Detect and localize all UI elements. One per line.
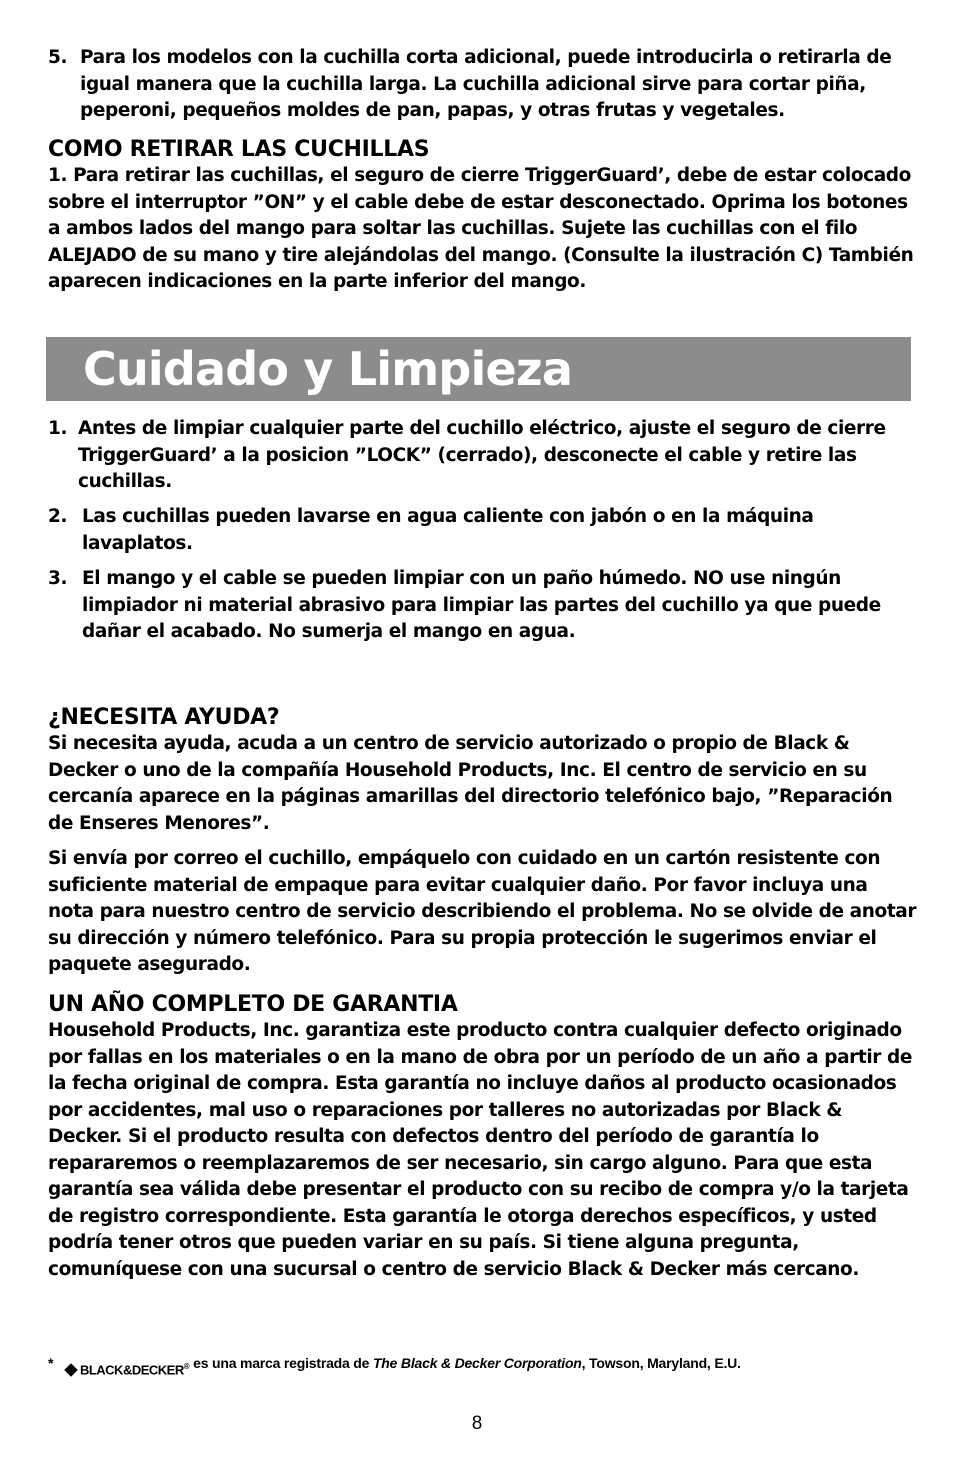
- intro-item-text: Para los modelos con la cuchilla corta adicional, puede introducirla o retirarla de igual manera que la cuchilla larga. La cuchilla adicional sirve para cortar piña, peperoni, pequeños moldes de pan, papas, y otras frutas y vegetales.: [80, 47, 892, 121]
- care-item-3: [48, 566, 913, 646]
- trademark-footnote: [48, 1353, 741, 1378]
- logo-text: BLACK&DECKER: [79, 1362, 184, 1378]
- warranty-section: [48, 992, 918, 1283]
- warranty-heading: UN AÑO COMPLETO DE GARANTIA: [48, 992, 458, 1017]
- registered-mark: ®: [183, 1362, 190, 1372]
- black-decker-hexagon-logo-icon: [65, 1357, 190, 1378]
- care-item-number: 3.: [48, 568, 68, 589]
- help-paragraph-2: Si envía por correo el cuchillo, empáquelo con cuidado en un cartón resistente con suficiente material de empaque para evitar cualquier daño. Por favor incluya una nota para nuestro centro de servicio describiendo el problema. No se olvide de anotar su dirección y número telefónico. Para su propia protección le sugerimos enviar el paquete asegurado.: [48, 848, 917, 975]
- footnote-text-before: es una marca registrada de: [189, 1355, 373, 1371]
- page-number: 8: [471, 1413, 483, 1434]
- care-item-2: [48, 504, 913, 557]
- care-banner-title: Cuidado y Limpieza: [83, 342, 573, 396]
- care-item-text: Antes de limpiar cualquier parte del cuchillo eléctrico, ajuste el seguro de cierre TriggerGuard’ a la posicion ”LOCK” (cerrado), desconecte el cable y retire las cuchillas.: [78, 418, 886, 492]
- footnote-asterisk: *: [48, 1355, 54, 1371]
- care-banner: [46, 337, 911, 401]
- help-section: [48, 705, 918, 979]
- care-item-1: [48, 416, 913, 496]
- care-item-text: El mango y el cable se pueden limpiar con un paño húmedo. NO use ningún limpiador ni material abrasivo para limpiar las partes del cuchillo ya que puede dañar el acabado. No sumerja el mango en agua.: [82, 568, 881, 642]
- remove-blades-heading: COMO RETIRAR LAS CUCHILLAS: [48, 137, 430, 162]
- care-item-number: 2.: [48, 506, 68, 527]
- help-heading: ¿NECESITA AYUDA?: [48, 705, 280, 730]
- care-item-text: Las cuchillas pueden lavarse en agua caliente con jabón o en la máquina lavaplatos.: [82, 506, 814, 554]
- footnote-text-after: , Towson, Maryland, E.U.: [581, 1355, 741, 1371]
- intro-list-item: [48, 45, 913, 125]
- remove-blades-section: [48, 137, 918, 296]
- help-paragraph-1: Si necesita ayuda, acuda a un centro de servicio autorizado o propio de Black & Decker o uno de la compañía Household Products, Inc. El centro de servicio en su cercanía aparece en la páginas amarillas del directorio telefónico bajo, ”Reparación de Enseres Menores”.: [48, 733, 893, 834]
- care-item-number: 1.: [48, 418, 68, 439]
- warranty-text: Household Products, Inc. garantiza este producto contra cualquier defecto originado por fallas en los materiales o en la mano de obra por un período de un año a partir de la fecha original de compra. Esta garantía no incluye daños al producto ocasionados por accidentes, mal uso o reparaciones por talleres no autorizadas por Black & Decker. Si el producto resulta con defectos dentro del período de garantía lo repararemos o reemplazaremos de ser necesario, sin cargo alguno. Para que esta garantía sea válida debe presentar el producto con su recibo de compra y/o la tarjeta de registro correspondiente. Esta garantía le otorga derechos específicos, y usted podría tener otros que pueden variar en su país. Si tiene alguna pregunta, comuníquese con una sucursal o centro de servicio Black & Decker más cercano.: [48, 1020, 913, 1280]
- remove-blades-text: 1. Para retirar las cuchillas, el seguro de cierre TriggerGuard’, debe de estar colocado sobre el interruptor ”ON” y el cable debe de estar desconectado. Oprima los botones a ambos lados del mango para soltar las cuchillas. Sujete las cuchillas con el filo ALEJADO de su mano y tire alejándolas del mango. (Consulte la ilustración C) También aparecen indicaciones en la parte inferior del mango.: [48, 165, 914, 292]
- intro-item-number: 5.: [48, 47, 68, 68]
- footnote-corporation: The Black & Decker Corporation: [372, 1355, 582, 1371]
